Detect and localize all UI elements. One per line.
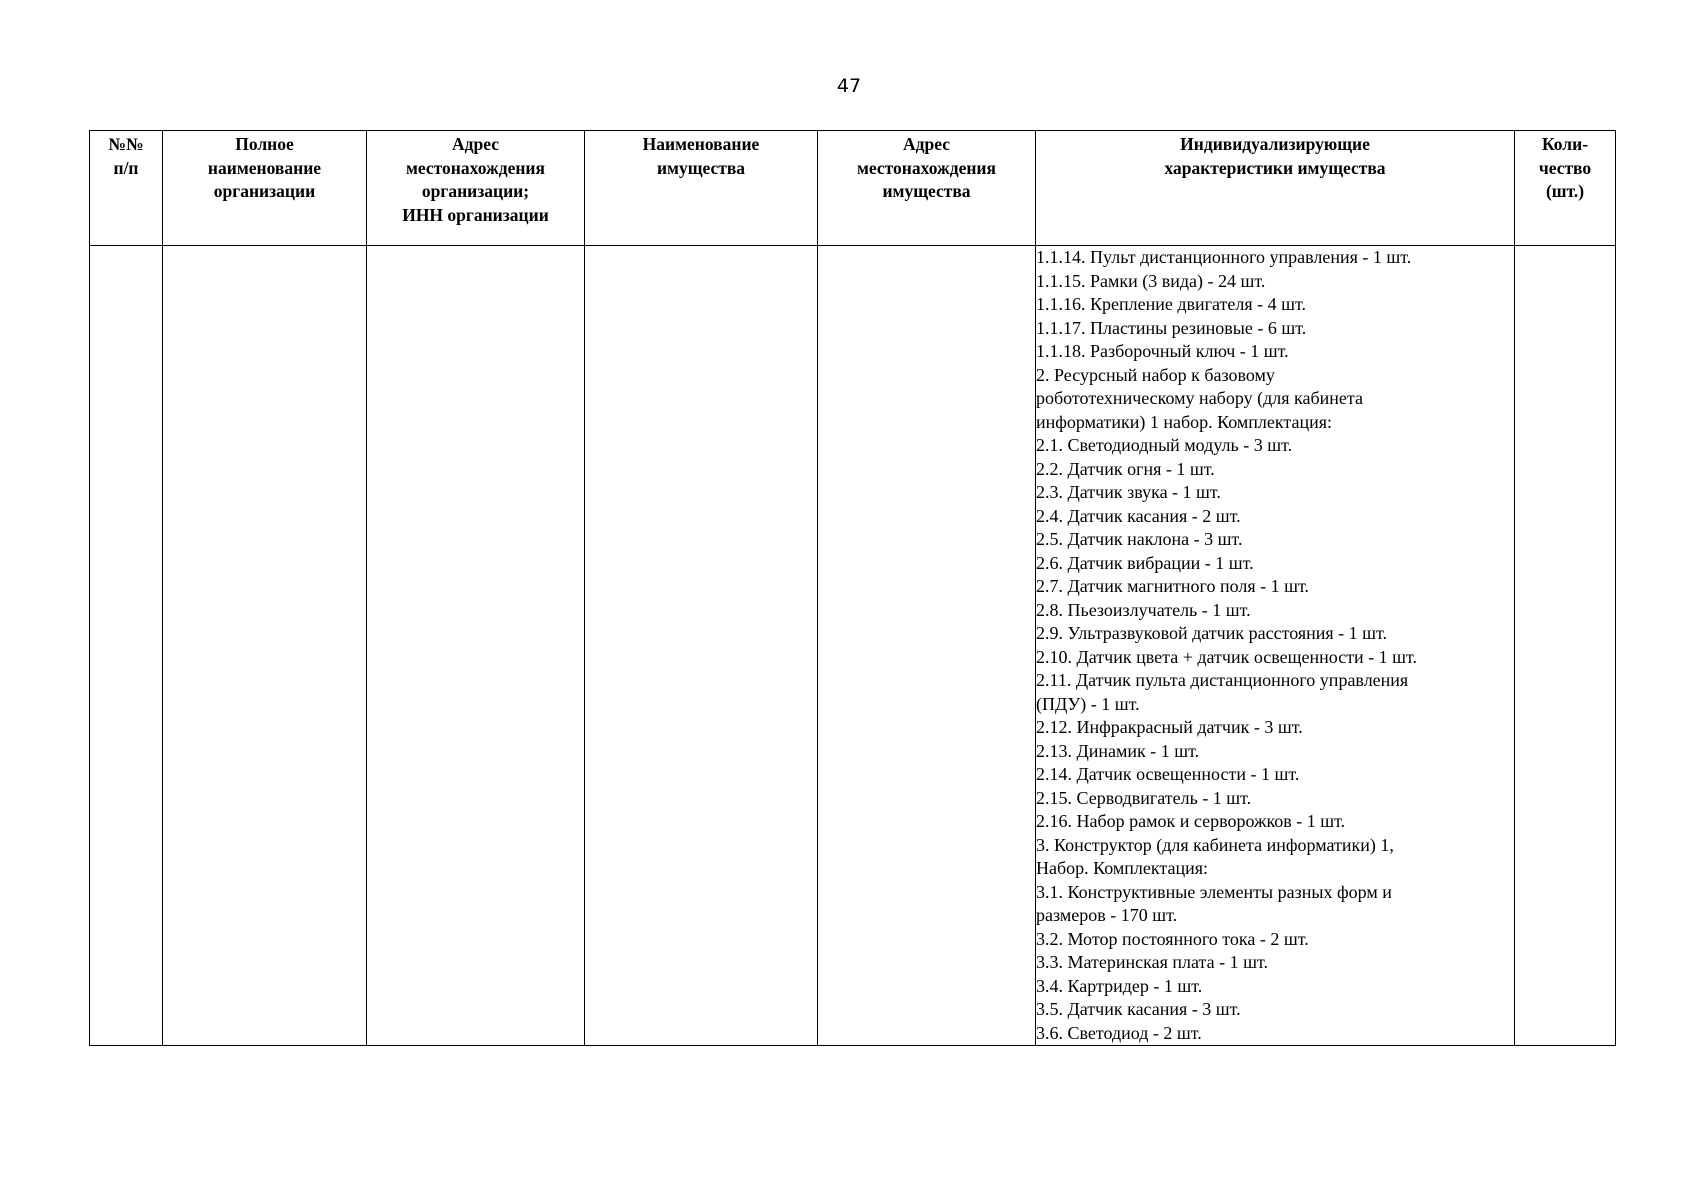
cell-organization-name [163,246,367,1046]
cell-quantity [1515,246,1616,1046]
header-organization-name: Полное наименование организации [163,131,367,246]
header-number: №№ п/п [90,131,163,246]
characteristics-line: информатики) 1 набор. Комплектация: [1036,411,1332,432]
cell-characteristics [1036,246,1515,1046]
cell-number [90,246,163,1046]
characteristics-line: 2.11. Датчик пульта дистанционного управления [1036,670,1409,690]
table-row [90,246,1616,1046]
cell-property-address [818,246,1036,1046]
characteristics-line: 2.5. Датчик наклона - 3 шт. [1036,529,1243,549]
table-header [90,131,1616,246]
header-quantity: Коли- чество (шт.) [1515,131,1616,246]
characteristics-line: Набор. Комплектация: [1036,858,1209,878]
characteristics-line: 2.16. Набор рамок и серворожков - 1 шт. [1036,811,1346,831]
characteristics-line: 3.5. Датчик касания - 3 шт. [1036,999,1241,1019]
characteristics-line: 1.1.16. Крепление двигателя - 4 шт. [1036,294,1307,314]
characteristics-line: 2.1. Светодиодный модуль - 3 шт. [1036,435,1293,455]
characteristics-line: (ПДУ) - 1 шт. [1036,693,1140,714]
characteristics-line: 2.6. Датчик вибрации - 1 шт. [1036,552,1254,573]
characteristics-line: 1.1.14. Пульт дистанционного управления - 1 шт. [1036,247,1412,267]
characteristics-line: 2. Ресурсный набор к базовому [1036,364,1275,385]
characteristics-line: 1.1.17. Пластины резиновые - 6 шт. [1036,317,1307,338]
characteristics-line: 3.3. Материнская плата - 1 шт. [1036,952,1268,972]
characteristics-line: 2.13. Динамик - 1 шт. [1036,740,1200,761]
characteristics-line: 3.4. Картридер - 1 шт. [1036,975,1203,996]
table-body [90,246,1616,1046]
cell-organization-address [367,246,585,1046]
header-row [90,131,1616,246]
characteristics-line: 2.9. Ультразвуковой датчик расстояния - 1 шт. [1036,623,1388,643]
cell-property-name [585,246,818,1046]
characteristics-line: 2.8. Пьезоизлучатель - 1 шт. [1036,599,1251,620]
characteristics-line: 2.3. Датчик звука - 1 шт. [1036,482,1221,502]
characteristics-line: 2.14. Датчик освещенности - 1 шт. [1036,764,1300,784]
characteristics-line: 2.12. Инфракрасный датчик - 3 шт. [1036,717,1303,737]
characteristics-line: 2.2. Датчик огня - 1 шт. [1036,458,1215,479]
characteristics-line: 1.1.18. Разборочный ключ - 1 шт. [1036,341,1289,361]
characteristics-line: размеров - 170 шт. [1036,905,1178,925]
characteristics-line: робототехническому набору (для кабинета [1036,388,1363,408]
characteristics-line: 3.6. Светодиод - 2 шт. [1036,1022,1202,1043]
header-organization-address: Адрес местонахождения организации; ИНН организации [367,131,585,246]
header-property-name: Наименование имущества [585,131,818,246]
characteristics-line: 2.4. Датчик касания - 2 шт. [1036,505,1241,526]
characteristics-line: 2.15. Серводвигатель - 1 шт. [1036,787,1252,808]
page-number: 47 [836,75,862,97]
characteristics-line: 3.2. Мотор постоянного тока - 2 шт. [1036,928,1309,949]
property-table [89,130,1616,1046]
characteristics-line: 1.1.15. Рамки (3 вида) - 24 шт. [1036,270,1266,291]
characteristics-line: 2.7. Датчик магнитного поля - 1 шт. [1036,576,1309,596]
characteristics-line: 3.1. Конструктивные элементы разных форм и [1036,881,1392,902]
characteristics-line: 2.10. Датчик цвета + датчик освещенности - 1 шт. [1036,646,1418,667]
header-property-address: Адрес местонахождения имущества [818,131,1036,246]
header-characteristics: Индивидуализирующие характеристики имущества [1036,131,1515,246]
characteristics-line: 3. Конструктор (для кабинета информатики) 1, [1036,834,1394,855]
